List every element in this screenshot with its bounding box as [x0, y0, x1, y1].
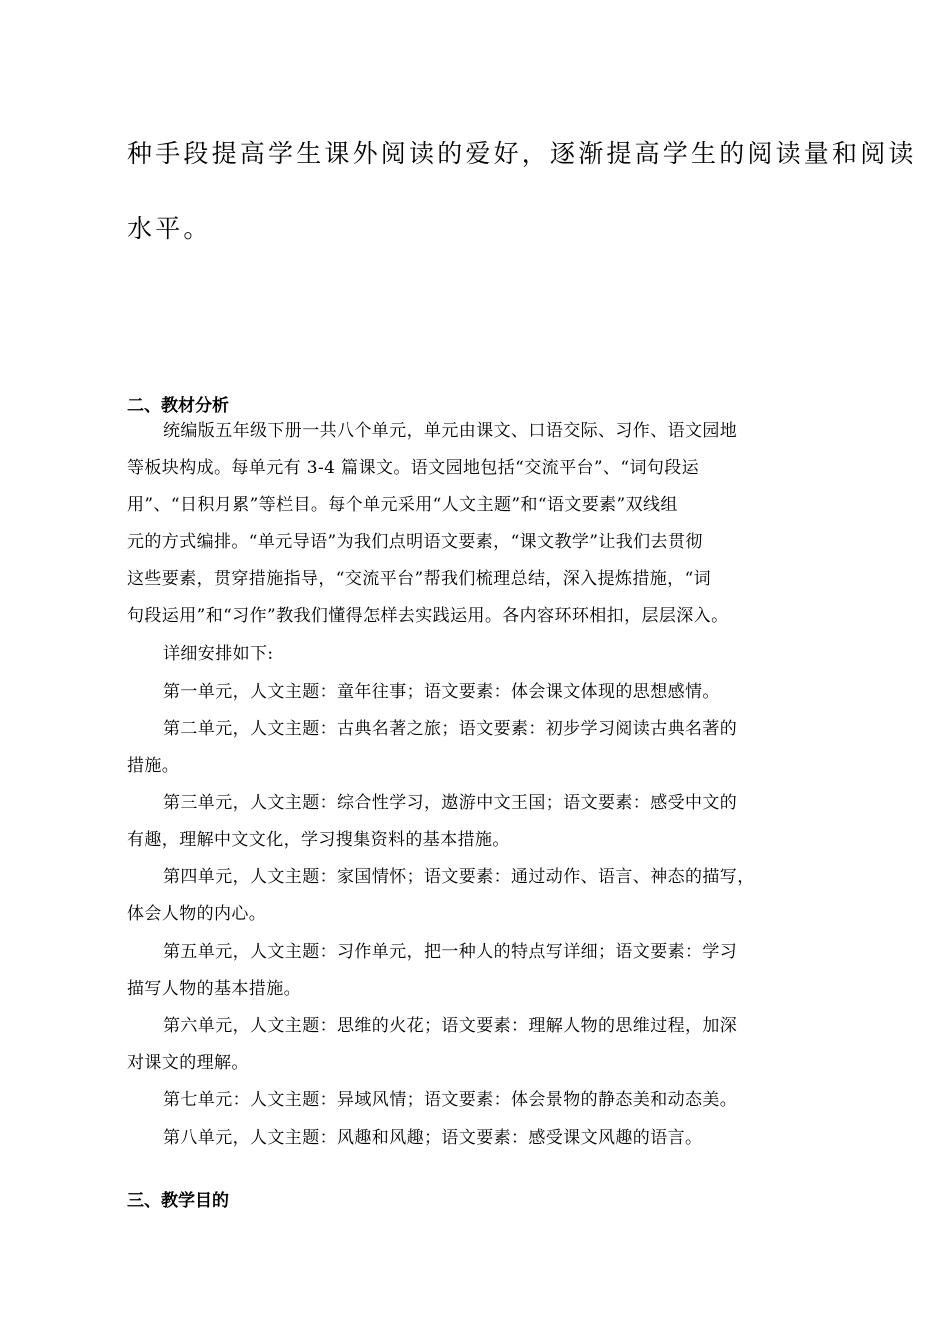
- unit-line: 有趣，理解中文文化，学习搜集资料的基本措施。: [127, 830, 510, 850]
- section-heading-goals: 三、教学目的: [127, 1191, 229, 1211]
- unit-line: 第六单元，人文主题：思维的火花；语文要素：理解人物的思维过程，加深: [163, 1016, 738, 1036]
- unit-line: 描写人物的基本措施。: [127, 979, 301, 999]
- intro-line-1: 种手段提高学生课外阅读的爱好，逐渐提高学生的阅读量和阅读: [127, 139, 917, 168]
- paragraph-line: 元的方式编排。“单元导语”为我们点明语文要素，“课文教学”让我们去贯彻: [127, 532, 703, 552]
- paragraph-line: 句段运用”和“习作”教我们懂得怎样去实践运用。各内容环环相扣，层层深入。: [127, 606, 729, 626]
- paragraph-line: 等板块构成。每单元有 3-4 篇课文。语文园地包括“交流平台”、“词句段运: [127, 458, 700, 478]
- unit-line: 第八单元，人文主题：风趣和风趣；语文要素：感受课文风趣的语言。: [163, 1128, 703, 1148]
- unit-line: 对课文的理解。: [127, 1053, 249, 1073]
- unit-line: 体会人物的内心。: [127, 904, 267, 924]
- paragraph-line: 统编版五年级下册一共八个单元，单元由课文、口语交际、习作、语文园地: [163, 421, 738, 441]
- paragraph-line: 这些要素，贯穿措施指导，“交流平台”帮我们梳理总结，深入提炼措施，“词: [127, 569, 712, 589]
- unit-line: 第三单元，人文主题：综合性学习，遨游中文王国；语文要素：感受中文的: [163, 793, 738, 813]
- paragraph-line: 详细安排如下:: [163, 644, 274, 664]
- intro-line-2: 水平。: [127, 214, 212, 243]
- unit-line: 第二单元，人文主题：古典名著之旅；语文要素：初步学习阅读古典名著的: [163, 719, 738, 739]
- unit-line: 第一单元，人文主题：童年往事；语文要素：体会课文体现的思想感情。: [163, 682, 720, 702]
- unit-line: 第七单元：人文主题：异域风情；语文要素：体会景物的静态美和动态美。: [163, 1090, 738, 1110]
- unit-line: 第五单元，人文主题：习作单元，把一种人的特点写详细；语文要素：学习: [163, 942, 738, 962]
- paragraph-line: 用”、“日积月累”等栏目。每个单元采用“人文主题”和“语文要素”双线组: [127, 495, 678, 515]
- unit-line: 措施。: [127, 756, 180, 776]
- unit-line: 第四单元，人文主题：家国情怀；语文要素：通过动作、语言、神态的描写，: [163, 867, 755, 887]
- section-heading-materials: 二、教材分析: [127, 396, 229, 416]
